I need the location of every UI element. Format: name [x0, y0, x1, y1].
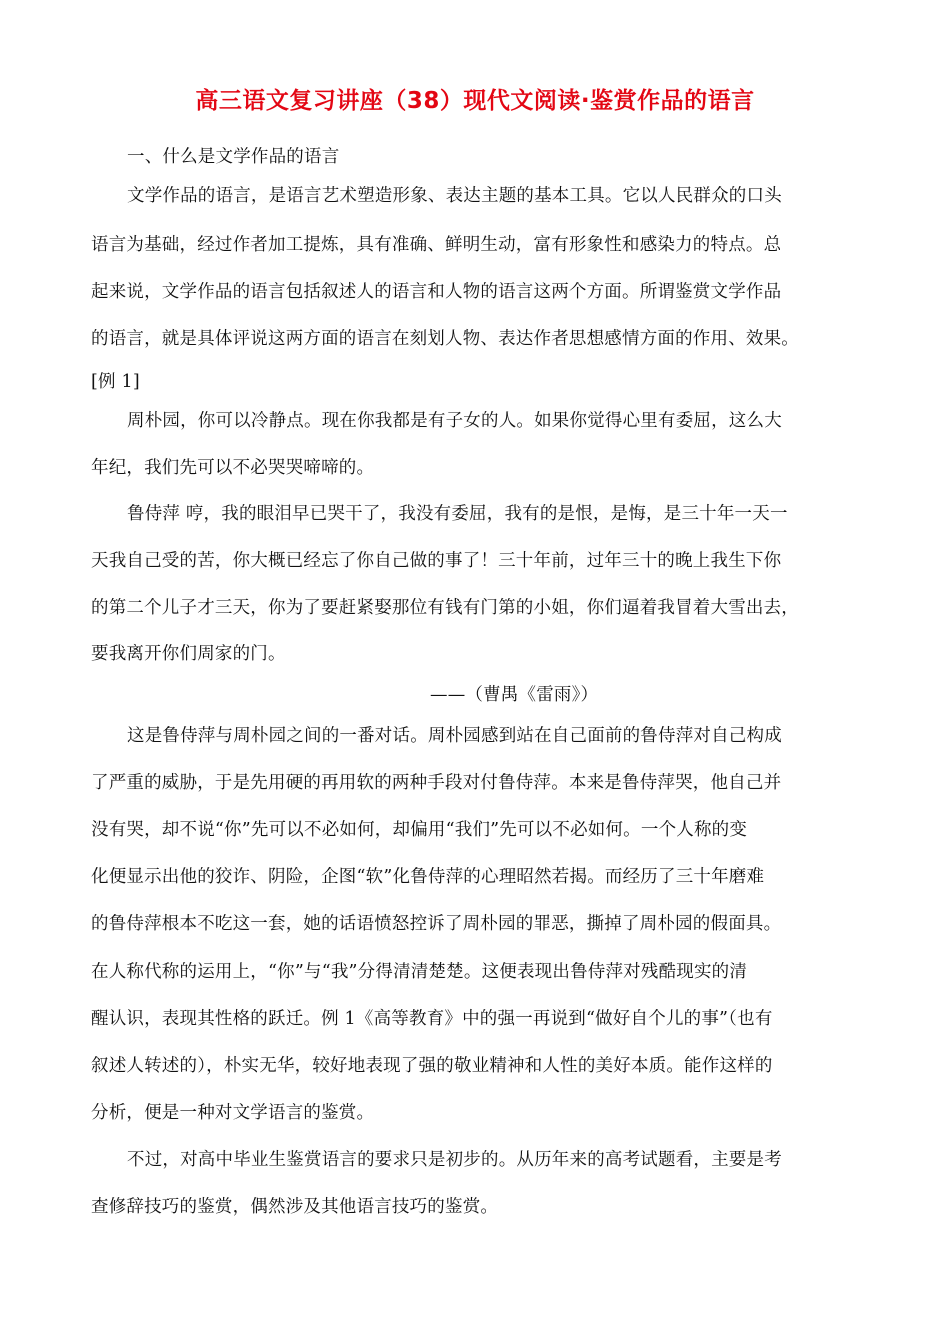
text-line: 鲁侍萍 哼，我的眼泪早已哭干了，我没有委屈，我有的是恨，是悔，是三十年一天一: [127, 504, 788, 524]
example-label: [例 1]: [91, 372, 140, 392]
text-line: 了严重的威胁，于是先用硬的再用软的两种手段对付鲁侍萍。本来是鲁侍萍哭，他自己并: [91, 773, 782, 793]
text-line: 在人称代称的运用上，“你”与“我”分得清清楚楚。这便表现出鲁侍萍对残酷现实的清: [91, 962, 748, 982]
text-line: 分析，便是一种对文学语言的鉴赏。: [91, 1103, 375, 1123]
text-line: 周朴园，你可以冷静点。现在你我都是有子女的人。如果你觉得心里有委屈，这么大: [127, 411, 782, 431]
text-line: 起来说，文学作品的语言包括叙述人的语言和人物的语言这两个方面。所谓鉴赏文学作品: [91, 282, 782, 302]
text-line: 化便显示出他的狡诈、阴险，企图“软”化鲁侍萍的心理昭然若揭。而经历了三十年磨难: [91, 867, 765, 887]
text-line: 的语言，就是具体评说这两方面的语言在刻划人物、表达作者思想感情方面的作用、效果。: [91, 329, 799, 349]
text-line: 的第二个儿子才三天，你为了要赶紧娶那位有钱有门第的小姐，你们逼着我冒着大雪出去，: [91, 598, 799, 618]
text-line: 查修辞技巧的鉴赏，偶然涉及其他语言技巧的鉴赏。: [91, 1197, 499, 1217]
text-line: 要我离开你们周家的门。: [91, 644, 286, 664]
source-citation: ——（曹禺《雷雨》）: [430, 685, 599, 705]
text-line: 的鲁侍萍根本不吃这一套，她的话语愤怒控诉了周朴园的罪恶，撕掉了周朴园的假面具。: [91, 914, 782, 934]
text-line: 天我自己受的苦，你大概已经忘了你自己做的事了！三十年前，过年三十的晚上我生下你: [91, 551, 782, 571]
text-line: 不过，对高中毕业生鉴赏语言的要求只是初步的。从历年来的高考试题看，主要是考: [127, 1150, 782, 1170]
text-line: 年纪，我们先可以不必哭哭啼啼的。: [91, 458, 375, 478]
text-line: 没有哭，却不说“你”先可以不必如何，却偏用“我们”先可以不必如何。一个人称的变: [91, 820, 748, 840]
text-line: 这是鲁侍萍与周朴园之间的一番对话。周朴园感到站在自己面前的鲁侍萍对自己构成: [127, 726, 782, 746]
text-line: 叙述人转述的），朴实无华，较好地表现了强的敬业精神和人性的美好本质。能作这样的: [91, 1056, 773, 1076]
text-line: 文学作品的语言，是语言艺术塑造形象、表达主题的基本工具。它以人民群众的口头: [127, 186, 782, 206]
text-line: 醒认识，表现其性格的跃迁。例 1《高等教育》中的强一再说到“做好自个儿的事”（也有: [91, 1009, 773, 1029]
document-title: 高三语文复习讲座（38）现代文阅读·鉴赏作品的语言: [195, 88, 755, 114]
section-heading: 一、什么是文学作品的语言: [127, 147, 340, 167]
text-line: 语言为基础，经过作者加工提炼，具有准确、鲜明生动，富有形象性和感染力的特点。总: [91, 235, 782, 255]
